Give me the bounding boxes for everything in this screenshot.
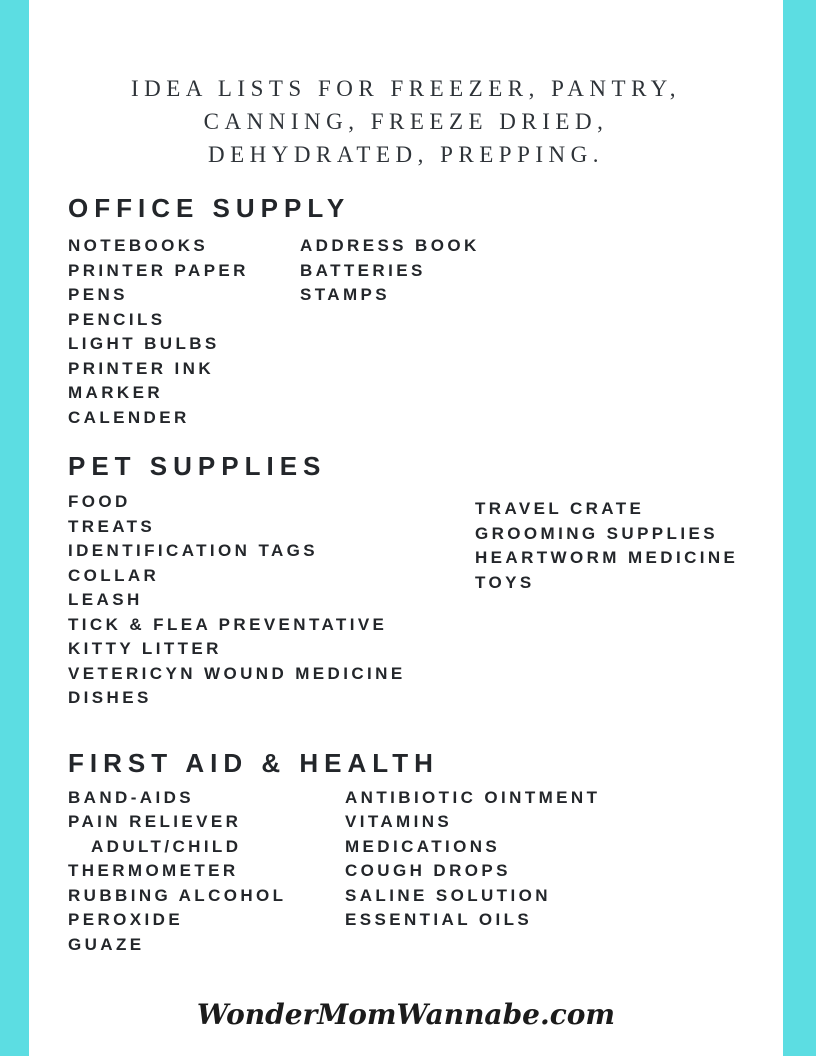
list-item: ESSENTIAL OILS bbox=[345, 910, 533, 929]
item-list bbox=[300, 234, 480, 430]
item-list bbox=[68, 234, 300, 430]
title-line: IDEA LISTS FOR FREEZER, PANTRY, bbox=[130, 76, 682, 101]
list-item: VITAMINS bbox=[345, 812, 453, 831]
list-item: SALINE SOLUTION bbox=[345, 885, 551, 905]
list-item: BAND-AIDS bbox=[68, 787, 194, 807]
title-line: CANNING, FREEZE DRIED, bbox=[203, 109, 609, 134]
section-heading: FIRST AID & HEALTH bbox=[68, 747, 439, 778]
list-item: ADULT/CHILD bbox=[91, 836, 242, 856]
list-item: TREATS bbox=[68, 516, 156, 536]
list-item: TICK & FLEA PREVENTATIVE bbox=[68, 614, 388, 634]
list-item: HEARTWORM MEDICINE bbox=[475, 548, 739, 567]
list-item: GUAZE bbox=[68, 934, 145, 954]
item-list bbox=[475, 497, 738, 711]
list-item: THERMOMETER bbox=[68, 861, 239, 880]
list-item: TOYS bbox=[475, 572, 535, 592]
list-item: IDENTIFICATION TAGS bbox=[68, 541, 319, 560]
list-item: NOTEBOOKS bbox=[68, 236, 209, 255]
list-item: PRINTER INK bbox=[68, 358, 215, 378]
list-item: PENCILS bbox=[68, 309, 166, 329]
section-columns bbox=[68, 786, 767, 958]
section-heading: OFFICE SUPPLY bbox=[68, 193, 351, 223]
list-item: TRAVEL CRATE bbox=[475, 499, 645, 518]
list-item: RUBBING ALCOHOL bbox=[68, 885, 287, 905]
list-item: PEROXIDE bbox=[68, 910, 184, 929]
list-item: BATTERIES bbox=[300, 260, 426, 280]
item-list bbox=[68, 786, 345, 958]
list-item: PRINTER PAPER bbox=[68, 260, 249, 280]
list-item: VETERICYN WOUND MEDICINE bbox=[68, 663, 406, 683]
list-item: ANTIBIOTIC OINTMENT bbox=[345, 787, 601, 807]
section-first-aid-health bbox=[68, 747, 767, 958]
item-list bbox=[345, 786, 600, 958]
list-item: STAMPS bbox=[300, 285, 390, 304]
list-item: PAIN RELIEVER bbox=[68, 812, 242, 831]
list-item: KITTY LITTER bbox=[68, 639, 222, 658]
list-item: COUGH DROPS bbox=[345, 861, 511, 880]
list-item: LIGHT BULBS bbox=[68, 334, 220, 353]
section-columns bbox=[68, 490, 767, 711]
list-item: CALENDER bbox=[68, 407, 190, 427]
list-item: GROOMING SUPPLIES bbox=[475, 523, 718, 543]
list-item: COLLAR bbox=[68, 565, 160, 585]
list-item: PENS bbox=[68, 285, 128, 304]
section-office-supply bbox=[68, 192, 767, 430]
list-item: FOOD bbox=[68, 492, 131, 511]
list-item: MEDICATIONS bbox=[345, 836, 501, 856]
section-columns bbox=[68, 234, 767, 430]
list-item: DISHES bbox=[68, 688, 152, 707]
section-pet-supplies bbox=[68, 450, 767, 711]
section-heading: PET SUPPLIES bbox=[68, 451, 327, 481]
item-list bbox=[68, 490, 475, 711]
page-title bbox=[29, 0, 783, 171]
list-item: MARKER bbox=[68, 383, 164, 402]
title-line: DEHYDRATED, PREPPING. bbox=[208, 142, 604, 167]
list-item: LEASH bbox=[68, 590, 143, 609]
list-item: ADDRESS BOOK bbox=[300, 236, 480, 255]
site-credit: WonderMomWannabe.com bbox=[196, 998, 616, 1031]
